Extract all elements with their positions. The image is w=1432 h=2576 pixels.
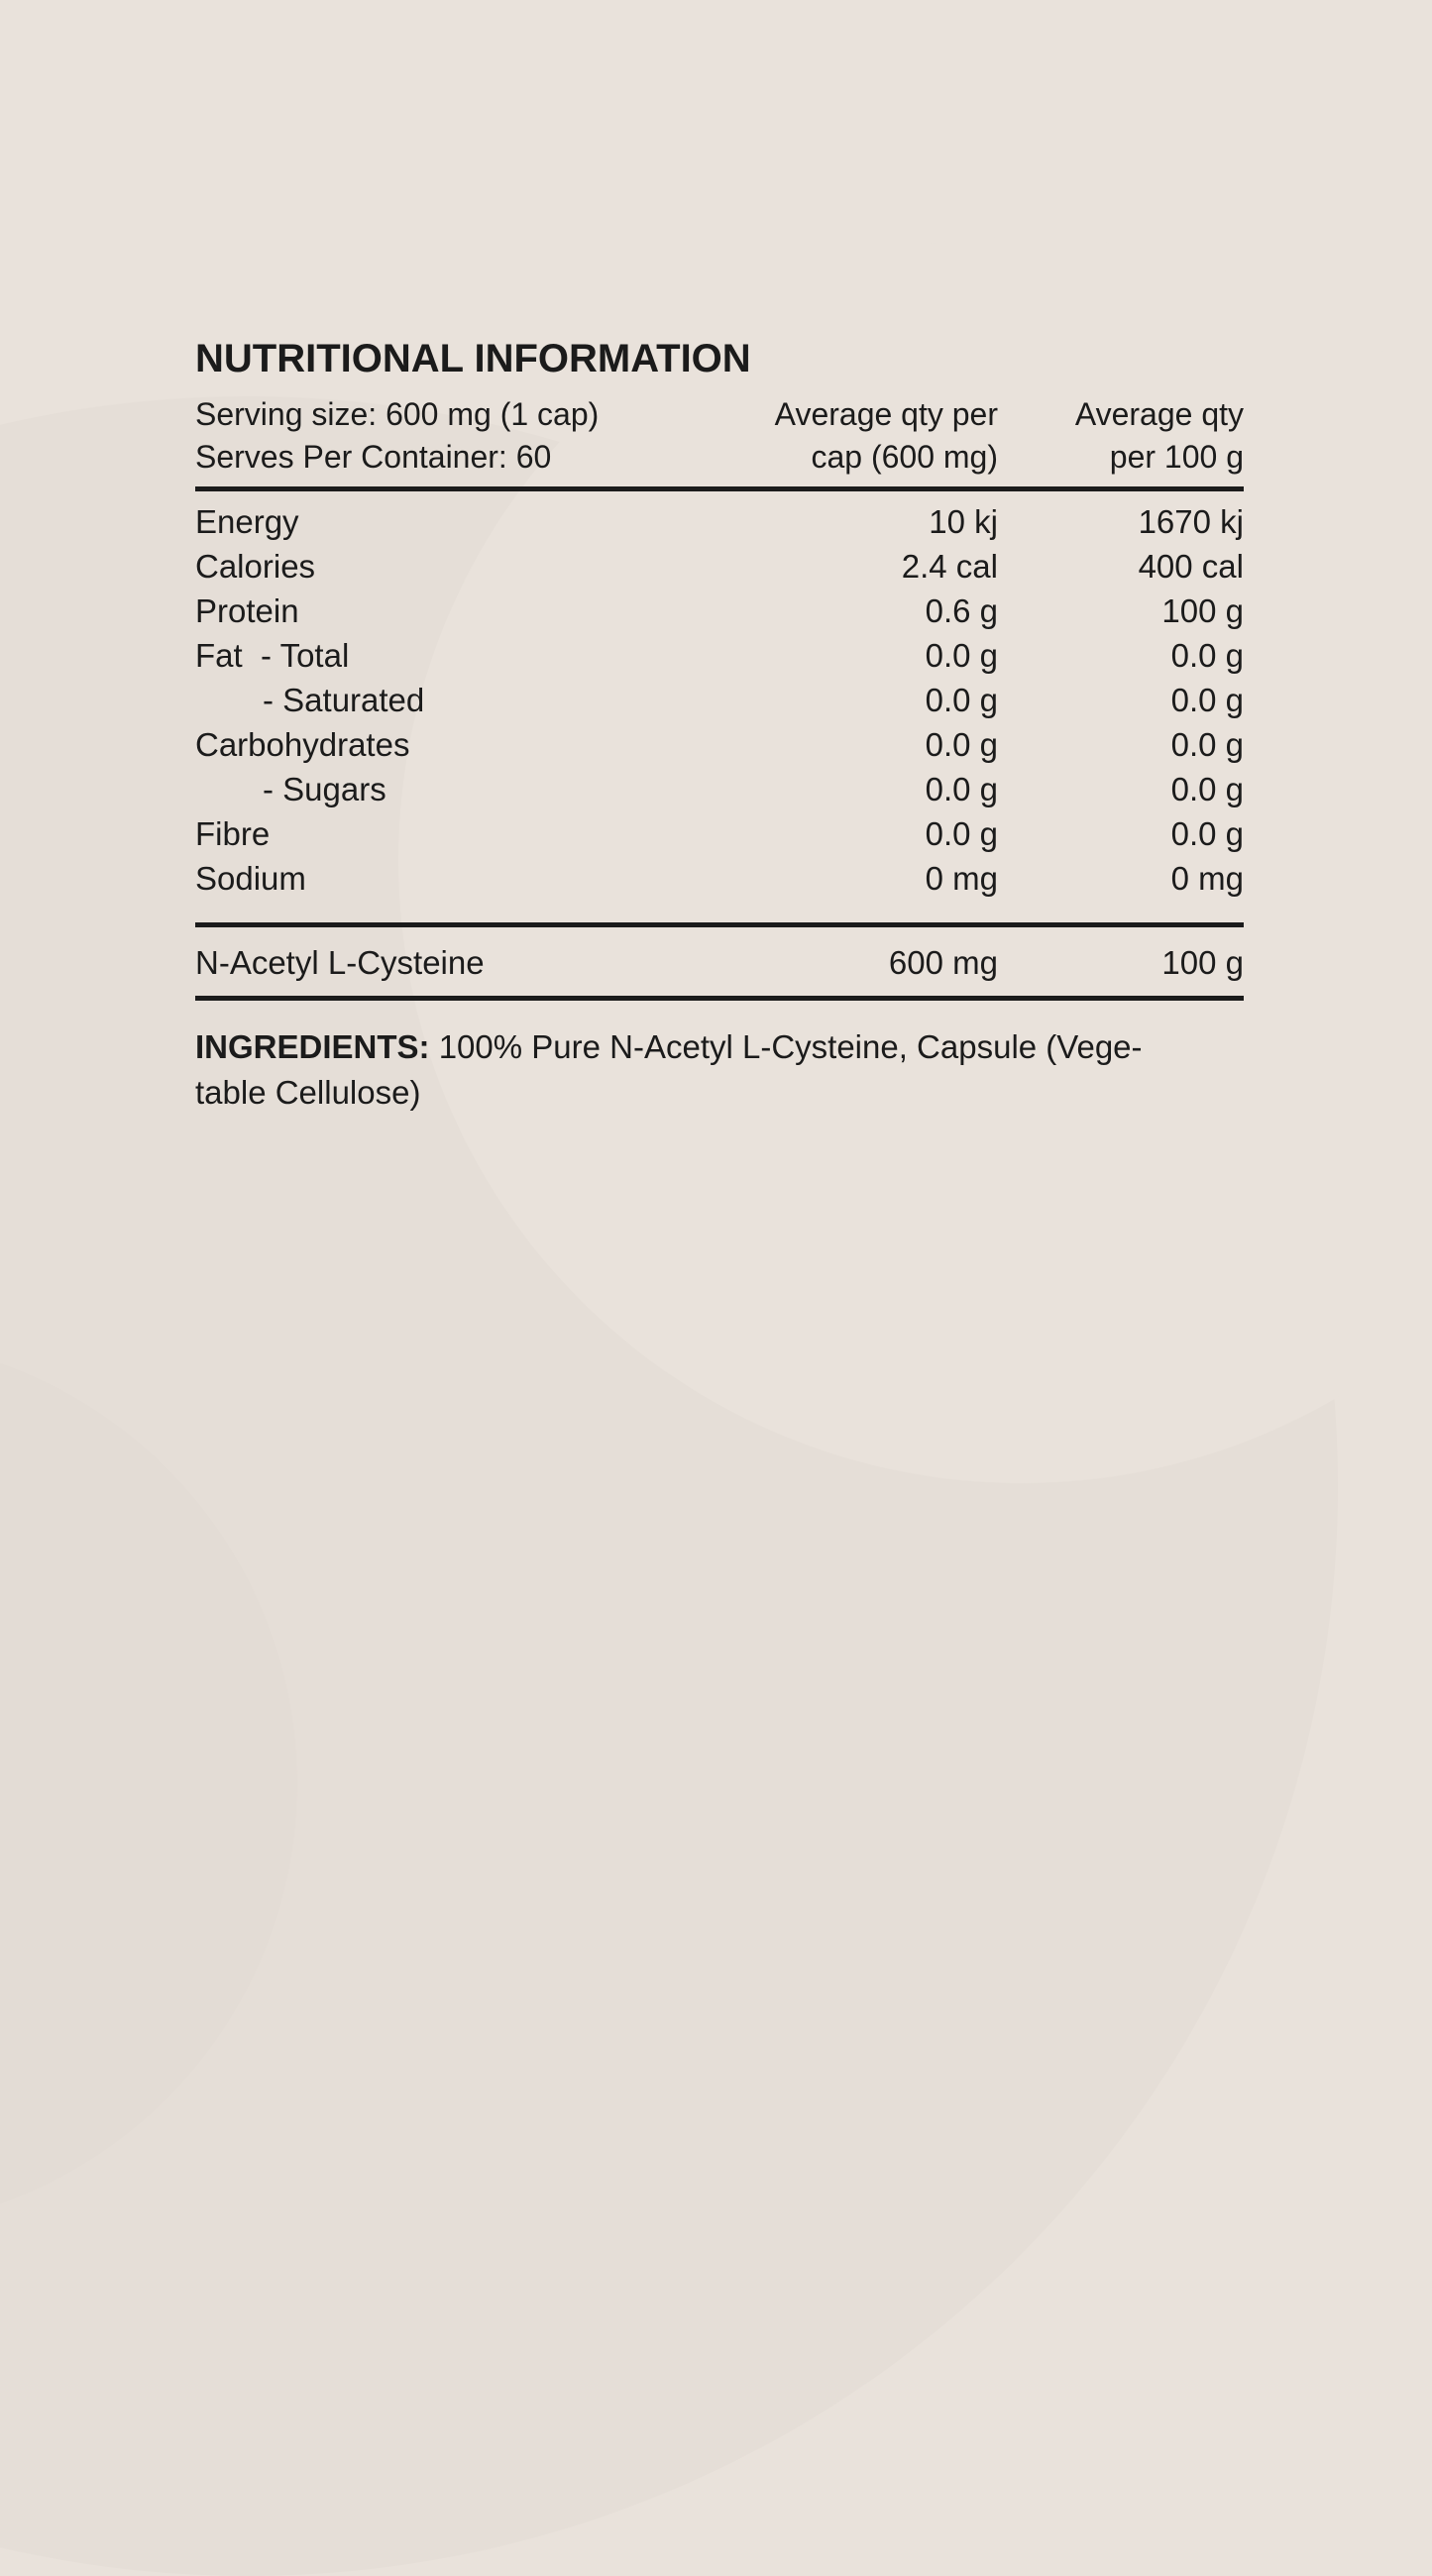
row-value-per-cap: 0.0 g xyxy=(925,682,998,718)
table-header xyxy=(195,393,1244,491)
nutrition-label xyxy=(195,338,1244,1116)
row-name: Sodium xyxy=(195,860,306,897)
row-value-per-cap: 0.6 g xyxy=(925,592,998,629)
nutrition-rows xyxy=(195,491,1244,927)
row-value-per-cap: 0.0 g xyxy=(925,637,998,674)
table-row xyxy=(195,499,1244,544)
ingredient-per-cap: 600 mg xyxy=(888,944,998,981)
ingredient-per-100g: 100 g xyxy=(1161,944,1244,981)
table-row xyxy=(195,767,1244,811)
row-value-per-100g: 1670 kj xyxy=(1138,503,1244,540)
row-value-per-cap: 0 mg xyxy=(925,860,998,897)
row-name: - Sugars xyxy=(263,771,386,807)
nutrition-title: NUTRITIONAL INFORMATION xyxy=(195,337,751,380)
table-row xyxy=(195,811,1244,856)
column-header-per-100g: Average qty per 100 g xyxy=(1074,396,1244,475)
ingredients-text-line1: 100% Pure N-Acetyl L-Cysteine, Capsule (Vege- xyxy=(438,1028,1143,1065)
table-row xyxy=(195,633,1244,678)
row-value-per-cap: 2.4 cal xyxy=(901,548,998,585)
row-name: Fat - Total xyxy=(195,637,350,674)
row-name: Carbohydrates xyxy=(195,726,410,763)
table-row xyxy=(195,678,1244,722)
serves-per-container: Serves Per Container: 60 xyxy=(195,439,552,475)
row-value-per-100g: 0.0 g xyxy=(1170,815,1244,852)
row-name: Calories xyxy=(195,548,316,585)
ingredients-text-line2: table Cellulose) xyxy=(195,1074,421,1111)
row-value-per-100g: 400 cal xyxy=(1138,548,1244,585)
table-row xyxy=(195,856,1244,901)
row-value-per-100g: 0 mg xyxy=(1170,860,1244,897)
serving-info xyxy=(195,393,750,479)
table-row xyxy=(195,589,1244,633)
row-value-per-100g: 0.0 g xyxy=(1170,771,1244,807)
serving-size: Serving size: 600 mg (1 cap) xyxy=(195,396,600,432)
row-value-per-100g: 0.0 g xyxy=(1170,682,1244,718)
column-header-per-cap: Average qty per cap (600 mg) xyxy=(774,396,998,475)
row-value-per-100g: 100 g xyxy=(1161,592,1244,629)
row-name: Protein xyxy=(195,592,299,629)
row-value-per-100g: 0.0 g xyxy=(1170,637,1244,674)
ingredients-label: INGREDIENTS: xyxy=(195,1028,430,1065)
active-ingredient-row xyxy=(195,927,1244,1001)
row-value-per-cap: 0.0 g xyxy=(925,815,998,852)
row-value-per-cap: 0.0 g xyxy=(925,771,998,807)
ingredients-section xyxy=(195,1024,1244,1116)
row-name: Fibre xyxy=(195,815,271,852)
table-row xyxy=(195,544,1244,589)
row-value-per-cap: 0.0 g xyxy=(925,726,998,763)
table-row xyxy=(195,722,1244,767)
row-value-per-100g: 0.0 g xyxy=(1170,726,1244,763)
row-name: - Saturated xyxy=(263,682,425,718)
row-value-per-cap: 10 kj xyxy=(929,503,998,540)
row-name: Energy xyxy=(195,503,299,540)
ingredient-name: N-Acetyl L-Cysteine xyxy=(195,944,485,981)
